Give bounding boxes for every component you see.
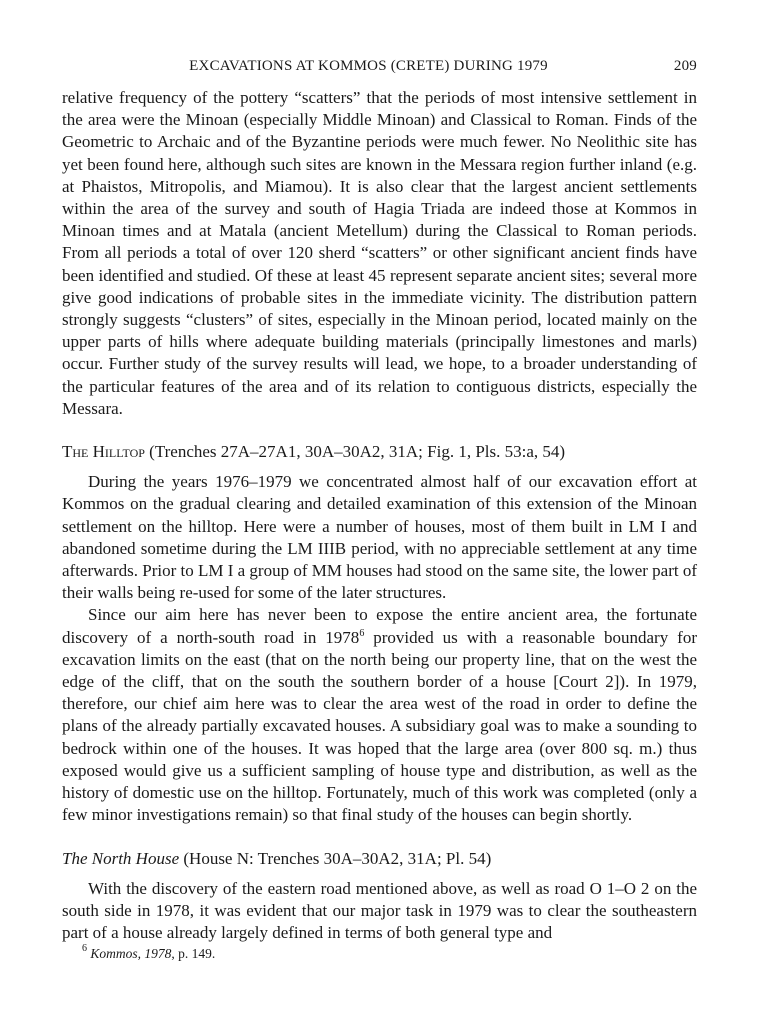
paragraph-hilltop-excavation: During the years 1976–1979 we concentrated almost half of our excavation effort at Kommos on the gradual clearing and detailed examination of this extension of the Minoan settlement on the hilltop. Here were a number of houses, most of them built in LM I and abandoned sometime during the LM IIIB period, with no appreciable settlement at any time afterwards. Prior to LM I a group of MM houses had stood on the same site, the lower part of their walls being re-used for some of the later structures. [62, 472, 698, 603]
page-number: 209 [673, 58, 697, 74]
footnote-marker: 6 [82, 943, 87, 954]
section-heading-hilltop [62, 441, 697, 463]
footnote-reference[interactable]: 6 [359, 627, 365, 639]
paragraph-excavation-aims [62, 604, 697, 826]
running-head-title: EXCAVATIONS AT KOMMOS (CRETE) DURING 1979 [189, 58, 548, 74]
section-heading-north-house [62, 848, 697, 870]
section-heading-north-house-trenches: (House N: Trenches 30A–30A2, 31A; Pl. 54) [179, 848, 492, 868]
paragraph-survey-results: relative frequency of the pottery “scatters” that the periods of most intensive settlement in the area were the Minoan (especially Middle Minoan) and Classical to Roman. Finds of the Geometric to Archaic and of the Byzantine periods were much fewer. No Neolithic site has yet been found here, although such sites are known in the Messara region further inland (e.g. at Phaistos, Mitropolis, and Miamou). It is also clear that the largest ancient settlements within the area of the survey and south of Hagia Triada are indeed those at Kommos in Minoan times and at Matala (ancient Metellum) during the Classical to Roman periods. From all periods a total of over 120 sherd “scatters” or other significant ancient finds have been identified and studied. Of these at least 45 represent separate ancient sites; several more give good indications of probable sites in the immediate vicinity. The distribution pattern strongly suggests “clusters” of sites, especially in the Minoan period, located mainly on the upper parts of hills where adequate building materials (principally limestones and marls) occur. Further study of the survey results will lead, we hope, to a broader understanding of the particular features of the area and of its relation to contiguous districts, especially the Messara. [62, 88, 697, 418]
paragraph-excavation-aims-part1: Since our aim here has never been to expose the entire ancient area, the fortunate discovery of a north-south road in 1978 [62, 605, 697, 647]
section-heading-hilltop-trenches: (Trenches 27A–27A1, 30A–30A2, 31A; Fig. 1, Pls. 53:a, 54) [144, 442, 566, 462]
paragraph-north-house: With the discovery of the eastern road mentioned above, as well as road O 1–O 2 on the south side in 1978, it was evident that our major task in 1979 was to clear the southeastern part of a house already largely defined in terms of both general type and [62, 878, 697, 943]
footnote-source-page: , p. 149. [171, 946, 216, 961]
footnote [82, 943, 216, 962]
paragraph-excavation-aims-part2: provided us with a reasonable boundary for excavation limits on the east (that on the north being our property line, that on the west the edge of the cliff, that on the south the southern border of a house [Court 2]). In 1979, therefore, our chief aim here was to clear the area west of the road in order to define the plans of the already partially excavated houses. A subsidiary goal was to make a sounding to bedrock within one of the houses. It was hoped that the large area (over 800 sq. m.) thus exposed would give us a sufficient sampling of house type and distribution, as well as the history of domestic use on the hilltop. Fortunately, much of this work was completed (only a few minor investigations remain) so that final study of the houses can begin shortly. [62, 627, 697, 825]
section-heading-hilltop-label: The Hilltop [62, 442, 145, 462]
footnote-source-title: Kommos, 1978 [90, 946, 172, 961]
section-heading-north-house-label: The North House [62, 848, 180, 868]
running-head [62, 58, 697, 75]
